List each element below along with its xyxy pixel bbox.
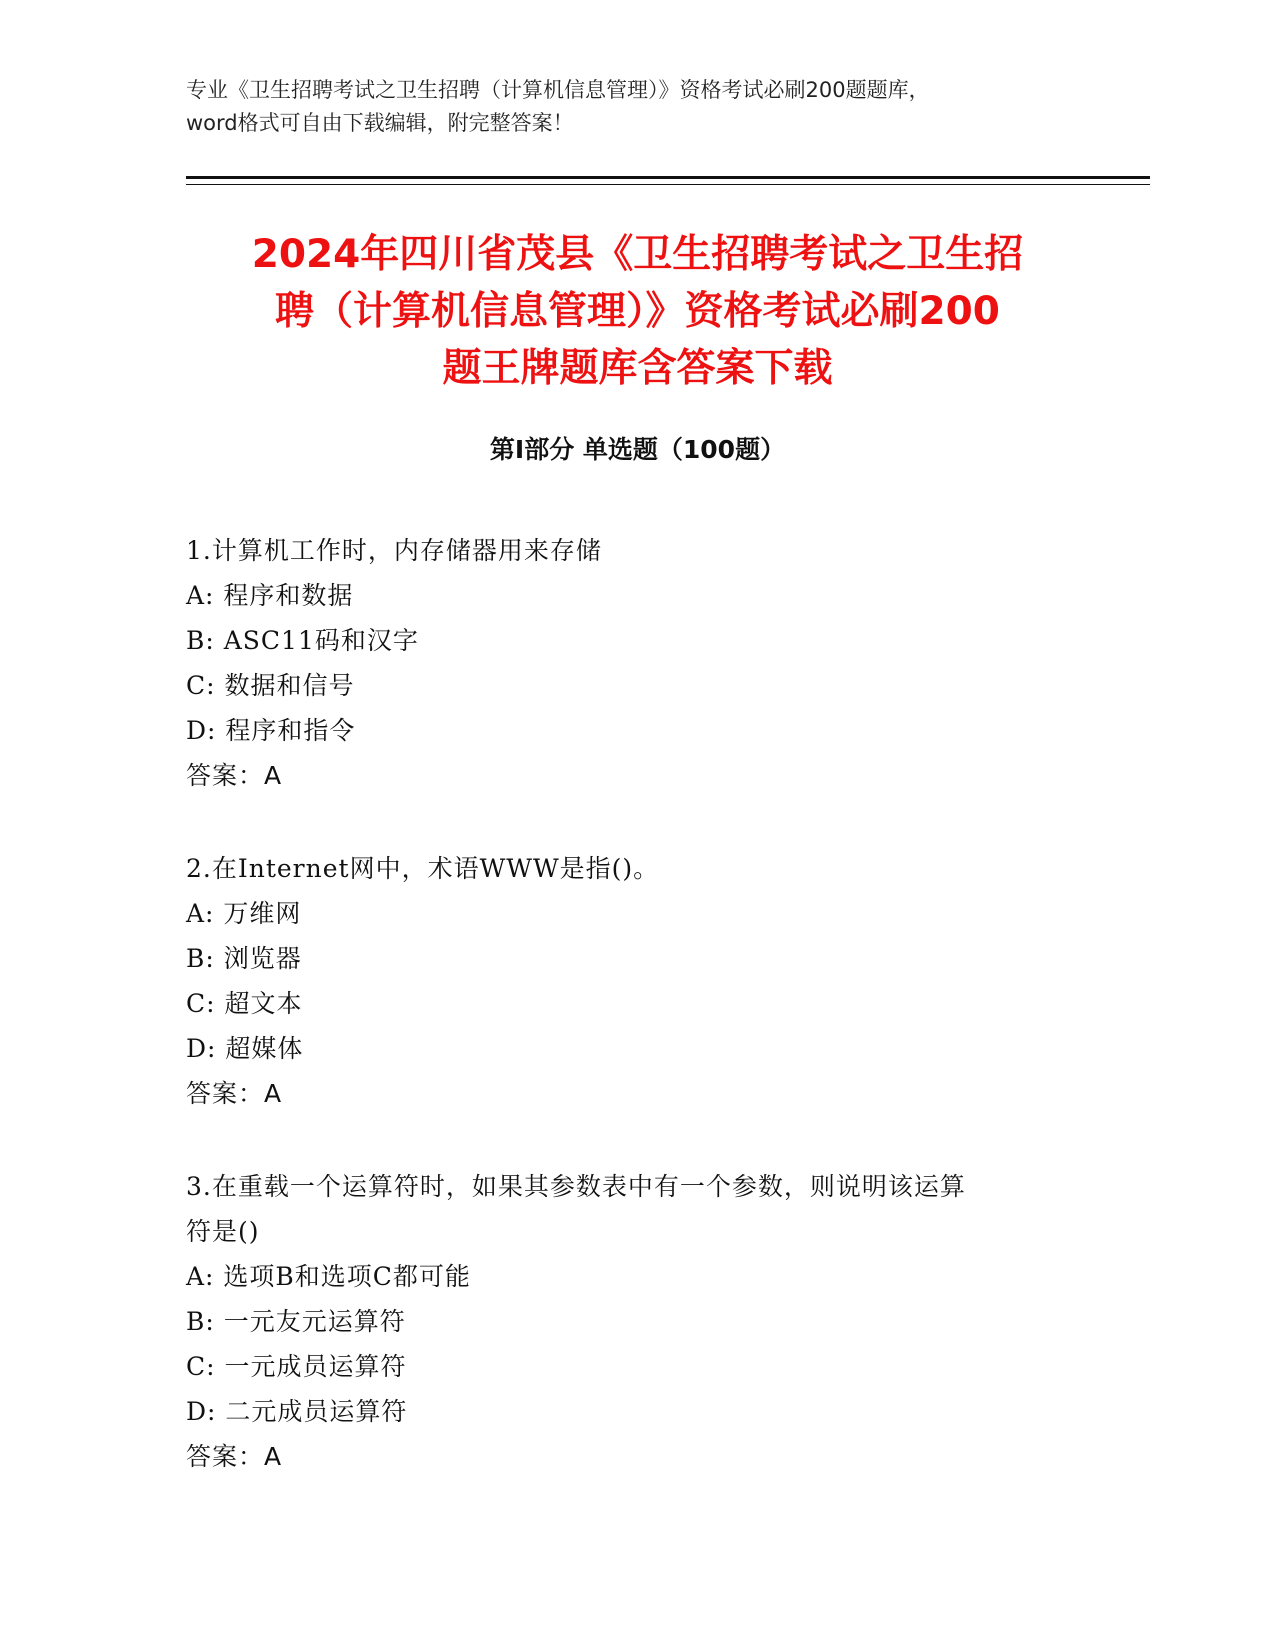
answer: 答案：A xyxy=(186,761,283,790)
question-stem: 1.计算机工作时，内存储器用来存储 xyxy=(186,536,602,565)
question-stem-line-2: 符是() xyxy=(186,1217,260,1246)
option-a: A: 程序和数据 xyxy=(186,581,354,610)
option-a: A: 选项B和选项C都可能 xyxy=(186,1262,471,1291)
question-2 xyxy=(186,846,1066,1116)
option-c: C: 数据和信号 xyxy=(186,671,355,700)
answer: 答案：A xyxy=(186,1442,283,1471)
title-line-2: 聘（计算机信息管理）》资格考试必刷200 xyxy=(275,289,1000,334)
section-heading: 第I部分 单选题（100题） xyxy=(489,435,786,464)
question-3 xyxy=(186,1164,1066,1479)
option-b: B: 浏览器 xyxy=(186,944,302,973)
document-title xyxy=(170,226,1105,397)
header-note xyxy=(186,74,1086,140)
option-c: C: 一元成员运算符 xyxy=(186,1352,407,1381)
question-1 xyxy=(186,528,1066,798)
title-line-3: 题王牌题库含答案下载 xyxy=(442,346,833,391)
question-list xyxy=(186,528,1066,1527)
question-stem-line-1: 3.在重载一个运算符时，如果其参数表中有一个参数，则说明该运算 xyxy=(186,1172,966,1201)
question-stem: 2.在Internet网中，术语WWW是指()。 xyxy=(186,854,660,883)
header-rule-thin xyxy=(186,184,1150,185)
option-a: A: 万维网 xyxy=(186,899,302,928)
header-note-line-2: word格式可自由下载编辑，附完整答案！ xyxy=(186,111,574,135)
option-d: D: 程序和指令 xyxy=(186,716,356,745)
option-b: B: 一元友元运算符 xyxy=(186,1307,406,1336)
title-line-1: 2024年四川省茂县《卫生招聘考试之卫生招 xyxy=(251,232,1024,277)
option-d: D: 二元成员运算符 xyxy=(186,1397,408,1426)
option-d: D: 超媒体 xyxy=(186,1034,304,1063)
header-note-line-1: 专业《卫生招聘考试之卫生招聘（计算机信息管理）》资格考试必刷200题题库， xyxy=(186,78,930,102)
header-rule-thick xyxy=(186,176,1150,179)
option-b: B: ASC11码和汉字 xyxy=(186,626,419,655)
answer: 答案：A xyxy=(186,1079,283,1108)
option-c: C: 超文本 xyxy=(186,989,303,1018)
